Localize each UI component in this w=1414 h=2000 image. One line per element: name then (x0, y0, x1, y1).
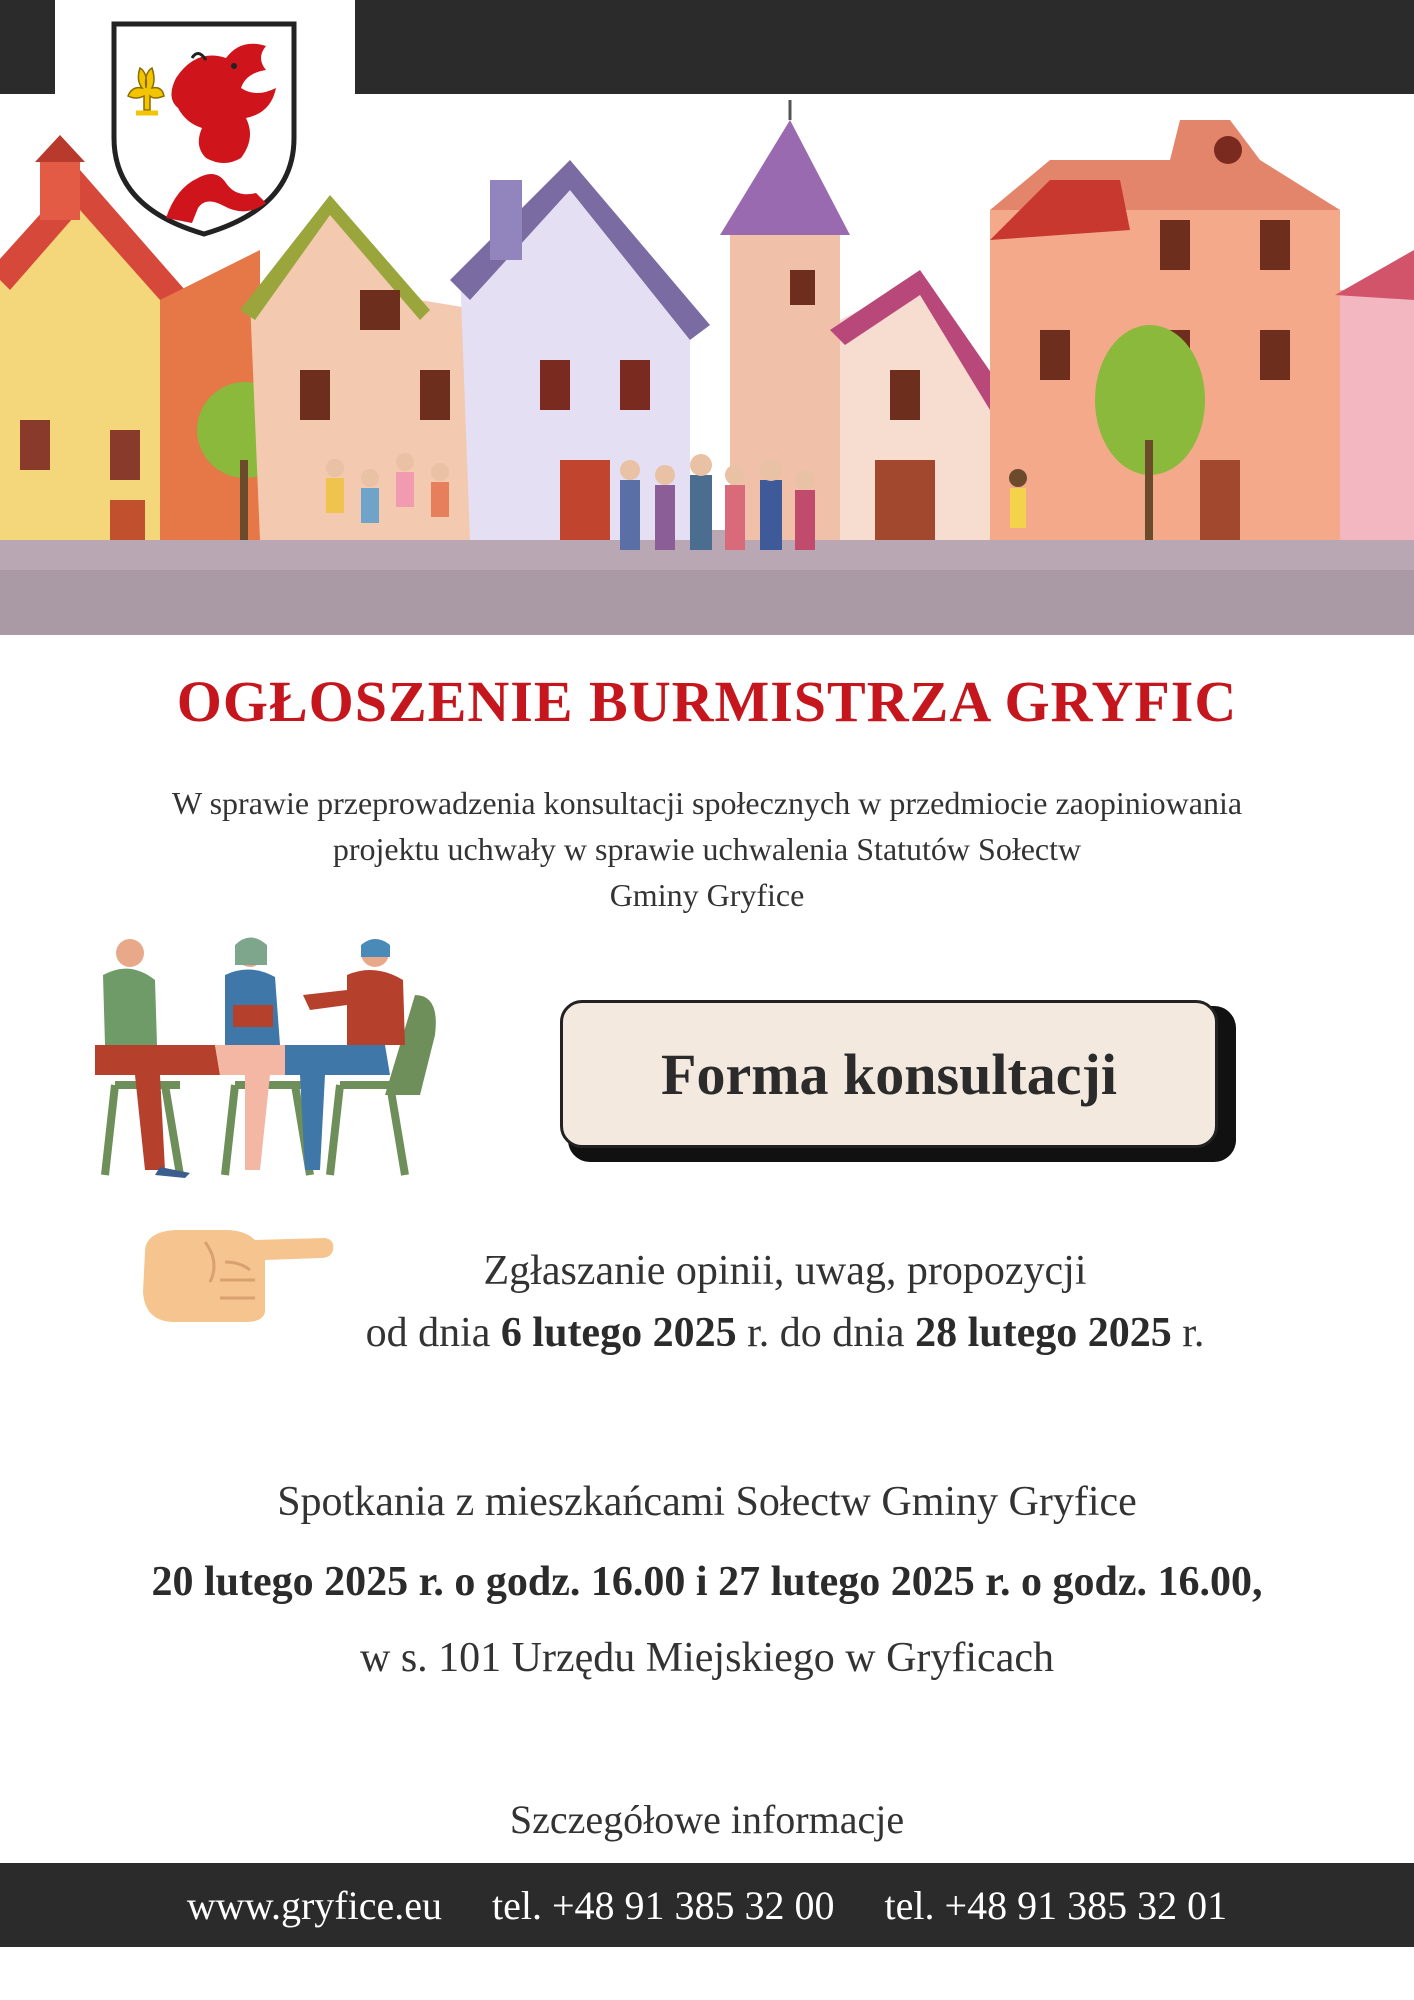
phone-2[interactable]: tel. +48 91 385 32 01 (884, 1882, 1228, 1928)
spotkania-line-1: Spotkania z mieszkańcami Sołectw Gminy Gryfice (277, 1479, 1137, 1525)
website-link[interactable]: www.gryfice.eu (186, 1882, 442, 1928)
opinie-date-to: 28 lutego 2025 (915, 1310, 1172, 1356)
subtitle-line-1: W sprawie przeprowadzenia konsultacji społecznych w przedmiocie zaopiniowania (171, 785, 1243, 821)
page-title: OGŁOSZENIE BURMISTRZA GRYFIC (176, 669, 1238, 734)
phone-1[interactable]: tel. +48 91 385 32 00 (491, 1882, 835, 1928)
people-meeting-illustration (85, 935, 445, 1185)
details-label: Szczegółowe informacje (509, 1797, 905, 1842)
opinie-prefix: od dnia (365, 1310, 491, 1356)
contact-bar (0, 1863, 1414, 1947)
forma-konsultacji-label: Forma konsultacji (661, 1041, 1117, 1107)
opinie-mid: r. do dnia (747, 1310, 905, 1356)
town-illustration (0, 100, 1414, 635)
spotkania-dates: 20 lutego 2025 r. o godz. 16.00 i 27 lutego 2025 r. o godz. 16.00, (151, 1559, 1263, 1605)
spotkania-location: w s. 101 Urzędu Miejskiego w Gryficach (360, 1635, 1054, 1681)
opinie-line-1: Zgłaszanie opinii, uwag, propozycji (483, 1248, 1087, 1294)
opinie-line-2 (240, 1302, 1330, 1364)
forma-konsultacji-box (560, 1000, 1218, 1148)
opinie-section (240, 1240, 1330, 1364)
opinie-suffix: r. (1182, 1310, 1205, 1356)
subtitle-line-3: Gminy Gryfice (609, 877, 805, 913)
opinie-date-from: 6 lutego 2025 (500, 1310, 737, 1356)
subtitle-line-2: projektu uchwały w sprawie uchwalenia Statutów Sołectw (332, 831, 1082, 867)
subtitle (80, 780, 1334, 918)
